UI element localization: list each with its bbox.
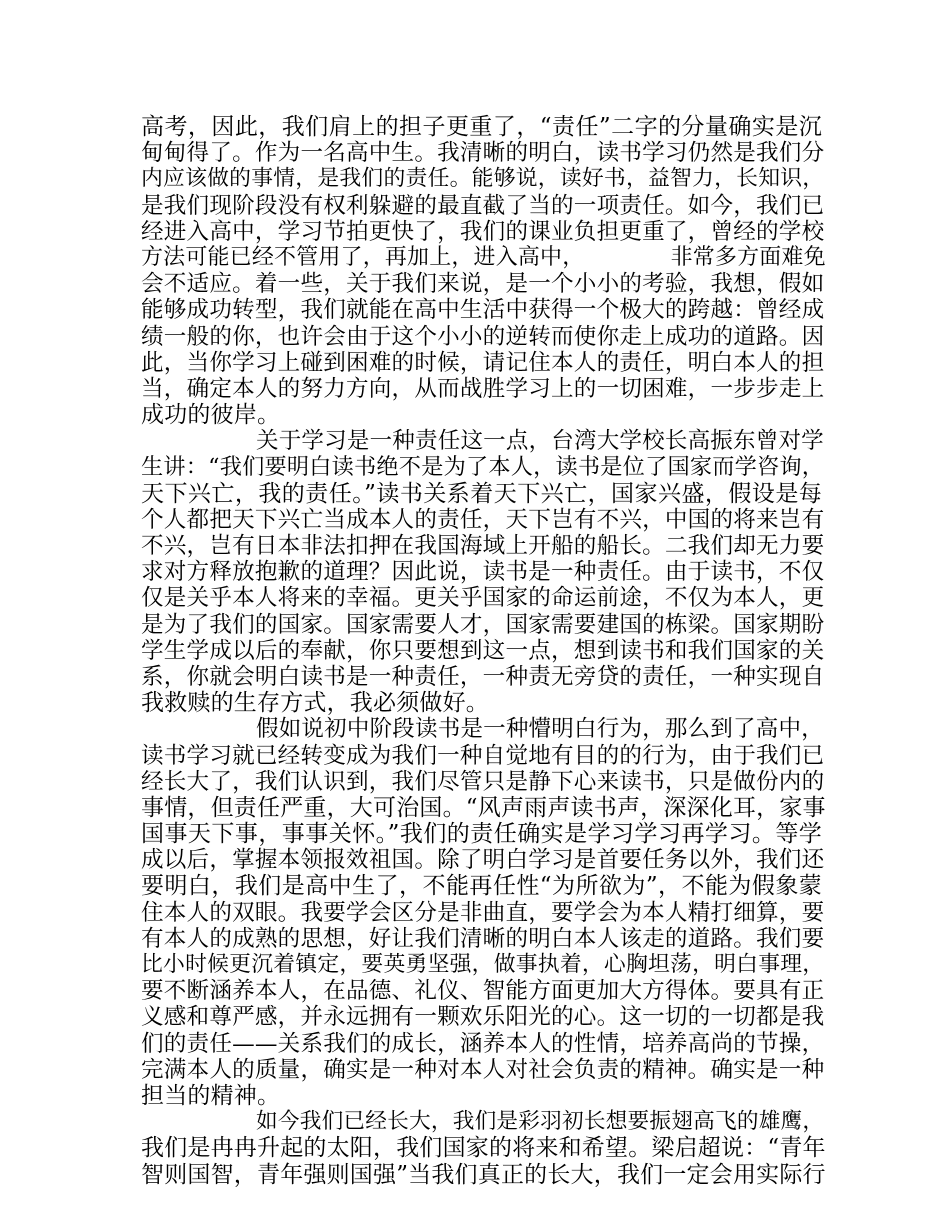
text-line: 成以后，掌握本领报效祖国。除了明白学习是首要任务以外，我们还 xyxy=(141,847,825,874)
text-line: 比小时候更沉着镇定，要英勇坚强，做事执着，心胸坦荡，明白事理， xyxy=(141,952,825,977)
text-line: 要不断涵养本人，在品德、礼仪、智能方面更加大方得体。要具有正 xyxy=(141,978,825,1005)
text-line: 绩一般的你，也许会由于这个小小的逆转而使你走上成功的道路。因 xyxy=(141,323,825,350)
text-line: 事情，但责任严重，大可治国。“风声雨声读书声，深深化耳，家事 xyxy=(141,794,826,821)
text-line: 甸甸得了。作为一名高中生。我清晰的明白，读书学习仍然是我们分 xyxy=(141,140,825,167)
text-line: 会不适应。着一些，关于我们来说，是一个小小的考验，我想，假如 xyxy=(141,271,825,298)
text-line: 关于学习是一种责任这一点，台湾大学校长高振东曾对学 xyxy=(256,428,824,455)
text-line: 个人都把天下兴亡当成本人的责任，天下岂有不兴，中国的将来岂有 xyxy=(141,506,825,533)
text-line: 我救赎的生存方式，我必须做好。 xyxy=(141,690,489,717)
text-line: 生讲：“我们要明白读书绝不是为了本人，读书是位了国家而学咨询， xyxy=(141,454,825,481)
text-line: 如今我们已经长大，我们是彩羽初长想要振翅高飞的雄鹰， xyxy=(256,1109,825,1135)
text-line: 智则国智，青年强则国强”当我们真正的长大，我们一定会用实际行 xyxy=(141,1161,826,1188)
text-line: 经长大了，我们认识到，我们尽管只是静下心来读书，只是做份内的 xyxy=(141,768,825,795)
text-line: 系，你就会明白读书是一种责任，一种责无旁贷的责任，一种实现自 xyxy=(141,663,825,690)
text-line: 能够成功转型，我们就能在高中生活中获得一个极大的跨越：曾经成 xyxy=(141,297,825,324)
body-text xyxy=(141,114,826,1188)
text-line: 此，当你学习上碰到困难的时候，请记住本人的责任，明白本人的担 xyxy=(141,349,825,376)
text-line: 仅是关乎本人将来的幸福。更关乎国家的命运前途，不仅为本人，更 xyxy=(141,585,825,612)
text-line: 担当的精神。 xyxy=(141,1082,281,1109)
text-line: 经进入高中，学习节拍更快了，我们的课业负担更重了，曾经的学校 xyxy=(141,218,825,245)
text-line: 假如说初中阶段读书是一种懵明白行为，那么到了高中， xyxy=(256,716,824,743)
text-line: 住本人的双眼。我要学会区分是非曲直，要学会为本人精打细算，要 xyxy=(141,899,825,926)
text-line: 是我们现阶段没有权利躲避的最直截了当的一项责任。如今，我们已 xyxy=(141,192,825,219)
text-line: 高考，因此，我们肩上的担子更重了，“责任”二字的分量确实是沉 xyxy=(141,114,822,140)
text-line: 不兴，岂有日本非法扣押在我国海域上开船的船长。二我们却无力要 xyxy=(141,533,825,559)
text-line: 方法可能已经不管用了，再加上，进入高中， 非常多方面难免 xyxy=(141,244,826,270)
text-line: 天下兴亡，我的责任。”读书关系着天下兴亡，国家兴盛，假设是每 xyxy=(141,480,822,507)
text-line: 有本人的成熟的思想，好让我们清晰的明白本人该走的道路。我们要 xyxy=(141,925,825,952)
text-line: 要明白，我们是高中生了，不能再任性“为所欲为”，不能为假象蒙 xyxy=(141,873,822,900)
text-line: 国事天下事，事事关怀。”我们的责任确实是学习学习再学习。等学 xyxy=(141,821,822,848)
text-line: 读书学习就已经转变成为我们一种自觉地有目的的行为，由于我们已 xyxy=(141,742,825,769)
text-line: 们的责任——关系我们的成长，涵养本人的性情，培养高尚的节操， xyxy=(141,1030,825,1057)
text-line: 内应该做的事情，是我们的责任。能够说，读好书，益智力，长知识， xyxy=(141,166,825,192)
text-line: 当，确定本人的努力方向，从而战胜学习上的一切困难，一步步走上 xyxy=(141,375,825,402)
text-line: 我们是冉冉升起的太阳，我们国家的将来和希望。梁启超说：“青年 xyxy=(141,1135,826,1162)
text-line: 求对方释放抱歉的道理？因此说，读书是一种责任。由于读书，不仅 xyxy=(141,559,825,586)
text-line: 是为了我们的国家。国家需要人才，国家需要建国的栋梁。国家期盼 xyxy=(141,611,825,638)
text-line: 成功的彼岸。 xyxy=(141,402,281,429)
text-line: 学生学成以后的奉献，你只要想到这一点，想到读书和我们国家的关 xyxy=(141,637,825,664)
text-line: 义感和尊严感，并永远拥有一颗欢乐阳光的心。这一切的一切都是我 xyxy=(141,1004,825,1031)
text-line: 完满本人的质量，确实是一种对本人对社会负责的精神。确实是一种 xyxy=(141,1056,825,1083)
